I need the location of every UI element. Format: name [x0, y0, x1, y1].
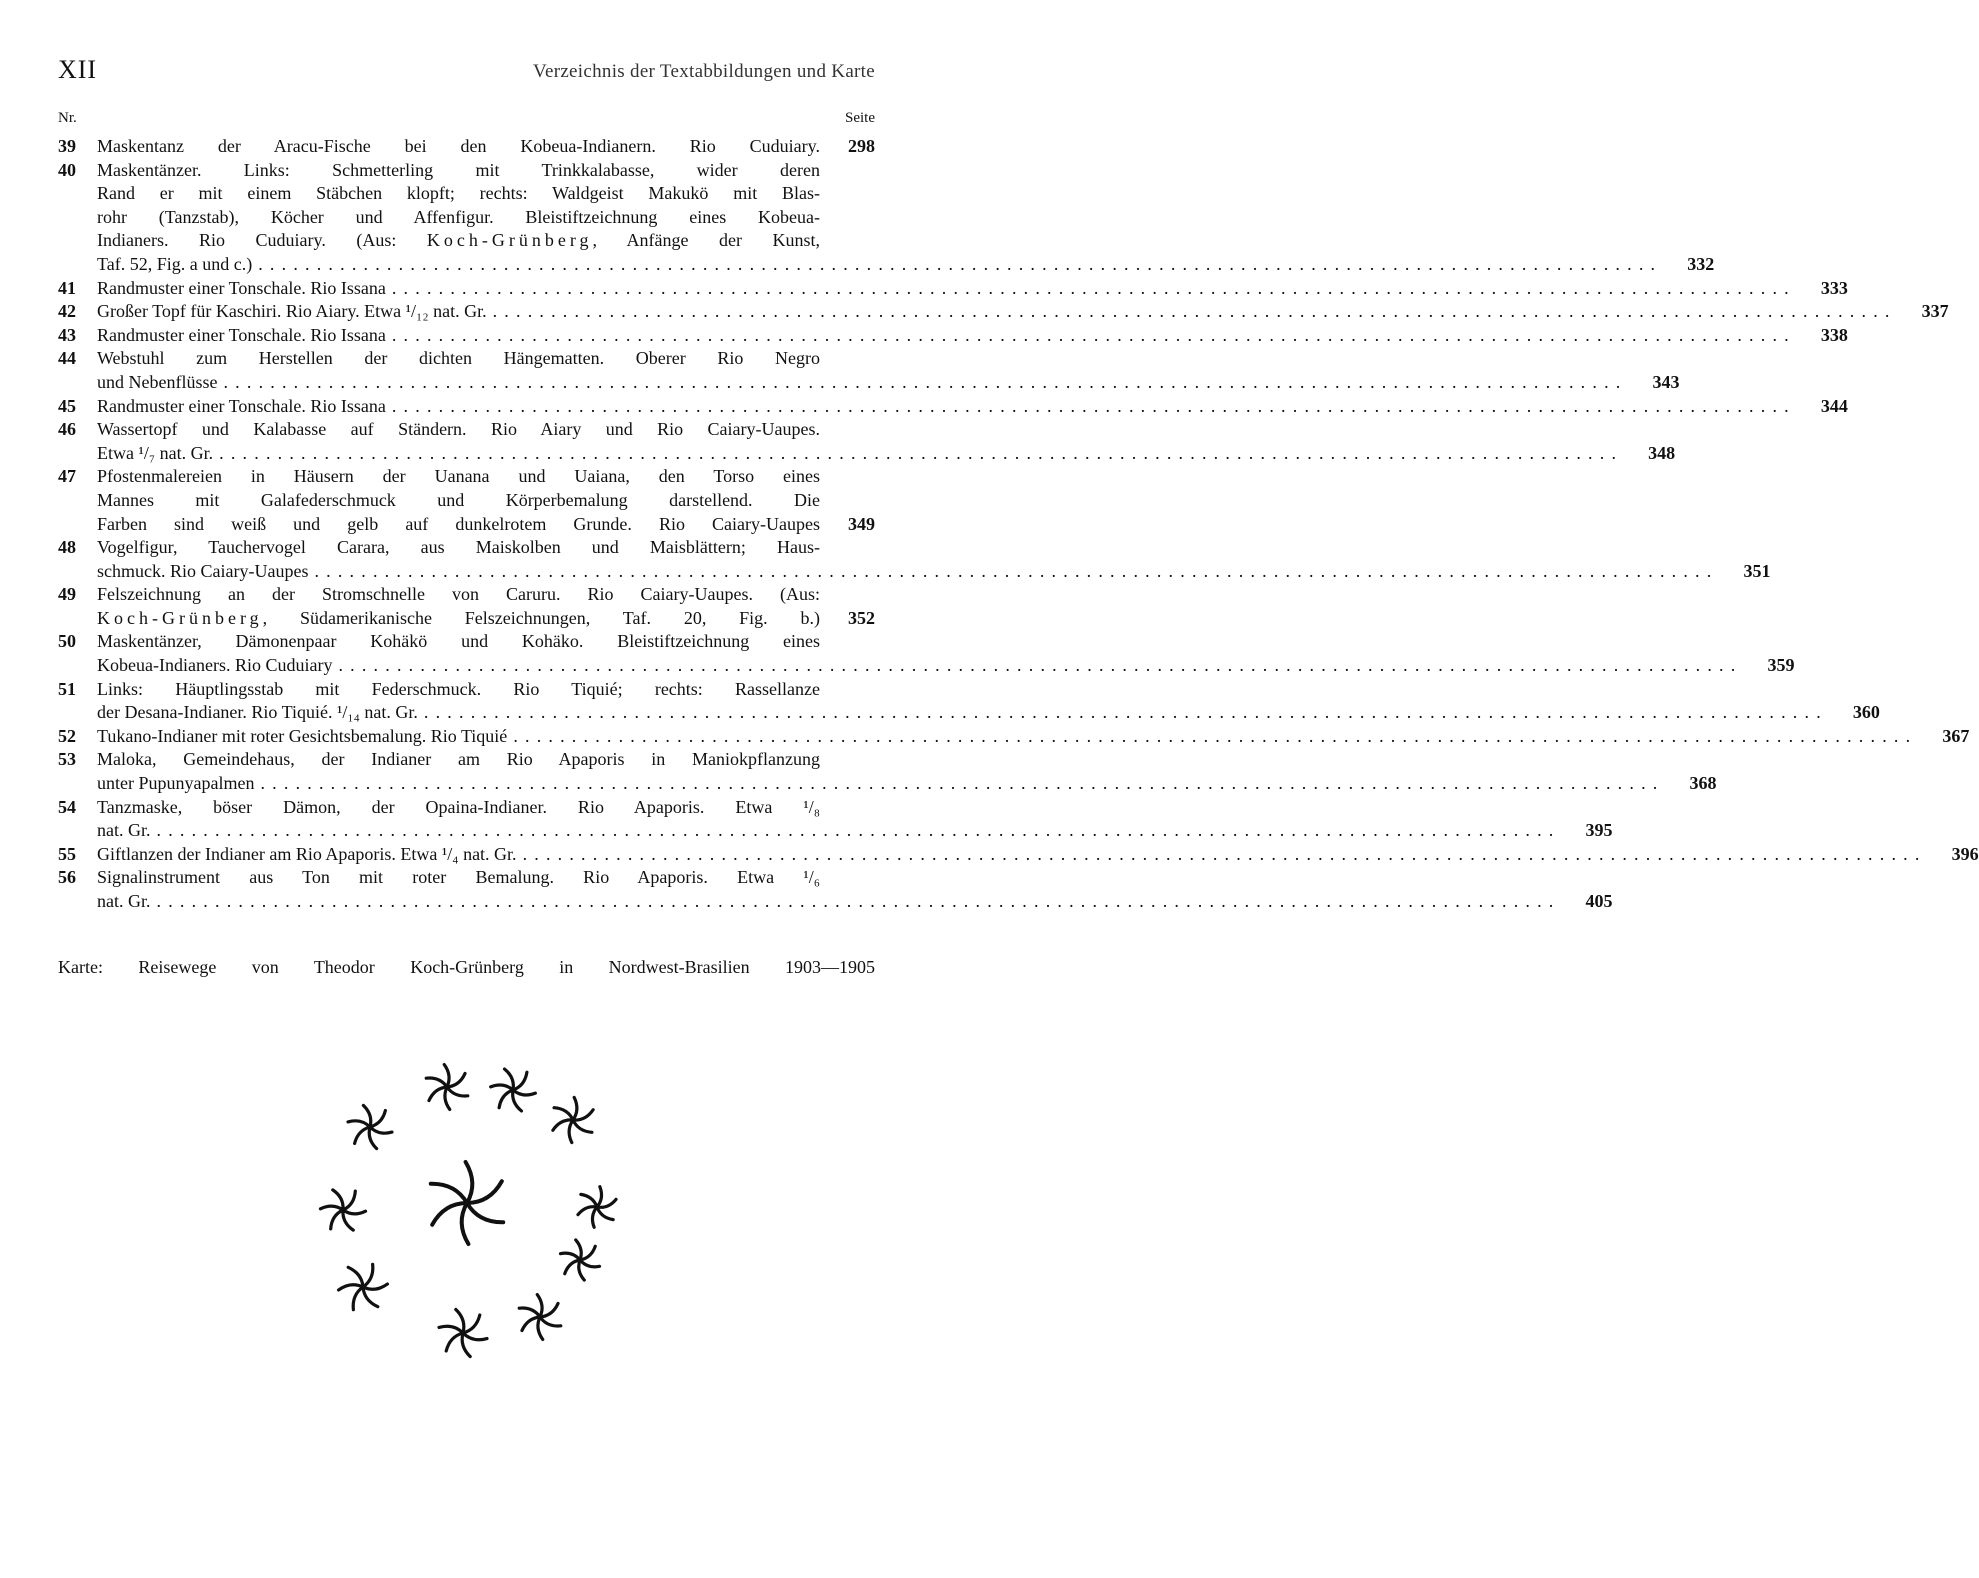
page-number: 343 [1652, 371, 1680, 392]
entry-text: Randmuster einer Tonschale. Rio Issana [97, 277, 386, 298]
swirl-icon [422, 1062, 473, 1112]
entry-text-part: , Südamerikanische Felszeichnungen, Taf. 20, Fig. b.) [262, 607, 820, 628]
dot-leader: ........................................................................................................................ [492, 301, 1897, 322]
entry-text: Maloka, Gemeindehaus, der Indianer am Rio Apaporis in Maniokpflanzung [97, 749, 820, 770]
entry-text: Tanzmaske, böser Dämon, der Opaina-Indianer. Rio Apaporis. Etwa ¹/₈ [97, 796, 820, 817]
page-number: 395 [1585, 820, 1613, 841]
swirl-icon [545, 1092, 601, 1148]
entry-text: Farben sind weiß und gelb auf dunkelrotem Grunde. Rio Caiary-Uaupes [97, 513, 820, 534]
page-number: 344 [1820, 395, 1848, 416]
figure-number: 45 [58, 395, 76, 416]
entry-text: schmuck. Rio Caiary-Uaupes [97, 560, 309, 581]
swirl-icon [439, 1309, 487, 1356]
figure-number: 47 [58, 466, 76, 487]
entry-text-part: Indianers. Rio Cuduiary. (Aus: [97, 230, 427, 251]
author-name: Koch-Grünberg [426, 230, 593, 251]
entry-text: rohr (Tanzstab), Köcher und Affenfigur. Bleistiftzeichnung eines Kobeua- [97, 206, 820, 227]
page-folio: XII [58, 55, 98, 84]
page-number: 338 [1820, 324, 1848, 345]
entry-text: Großer Topf für Kaschiri. Rio Aiary. Etwa ¹/₁₂ nat. Gr. [97, 301, 487, 322]
entry-text: Maskentänzer. Links: Schmetterling mit Trinkkalabasse, wider deren [97, 159, 820, 180]
entry-text: Maskentänzer, Dämonenpaar Kohäkö und Kohäko. Bleistiftzeichnung eines [97, 631, 820, 652]
figure-number: 43 [58, 324, 76, 345]
page-number: 348 [1648, 442, 1676, 463]
dot-leader: ........................................................................................................................ [219, 442, 1624, 463]
figure-number: 53 [58, 749, 76, 770]
swirl-icon [515, 1292, 566, 1342]
entry-text: Vogelfigur, Tauchervogel Carara, aus Maiskolben und Maisblättern; Haus- [97, 537, 820, 558]
map-note: Karte: Reisewege von Theodor Koch-Grünberg in Nordwest-Brasilien 1903—1905 [58, 957, 875, 977]
dot-leader: ........................................................................................................................ [156, 891, 1561, 911]
page-number: 332 [1687, 253, 1715, 274]
author-name: Koch-Grünberg [97, 607, 263, 628]
figure-number: 55 [58, 843, 76, 864]
figure-number: 41 [58, 277, 76, 298]
figure-number: 39 [58, 136, 76, 156]
entry-text: Taf. 52, Fig. a und c.) [97, 253, 253, 274]
running-title: Verzeichnis der Textabbildungen und Karte [533, 61, 875, 82]
page-number: 360 [1852, 702, 1880, 723]
entry-text: unter Pupunyapalmen [97, 773, 255, 794]
figure-number: 51 [58, 678, 76, 699]
dot-leader: ........................................................................................................................ [423, 702, 1828, 723]
page-number: 396 [1951, 843, 1979, 864]
figure-number: 48 [58, 537, 76, 558]
entry-text: Tukano-Indianer mit roter Gesichtsbemalung. Rio Tiquié [97, 725, 508, 746]
entry-text: Randmuster einer Tonschale. Rio Issana [97, 324, 386, 345]
swirl-icon [348, 1105, 392, 1148]
entry-text: Randmuster einer Tonschale. Rio Issana [97, 395, 386, 416]
page-number: 333 [1820, 277, 1848, 298]
figure-number: 50 [58, 631, 76, 652]
dot-leader: ........................................................................................................................ [260, 773, 1665, 794]
entry-text: Links: Häuptlingsstab mit Federschmuck. Rio Tiquié; rechts: Rassellanze [97, 678, 820, 699]
dot-leader: ........................................................................................................................ [338, 655, 1743, 676]
entry-text: Kobeua-Indianers. Rio Cuduiary [97, 655, 333, 676]
page-number: 359 [1767, 655, 1795, 676]
figure-number: 42 [58, 301, 76, 322]
dot-leader: ........................................................................................................................ [522, 843, 1927, 864]
figure-number: 44 [58, 348, 76, 369]
entry-text: und Nebenflüsse [97, 371, 218, 392]
page-column-header: Seite [845, 110, 875, 126]
number-column-header: Nr. [58, 110, 77, 126]
dot-leader: ........................................................................................................................ [156, 820, 1561, 841]
swirl-icon [489, 1067, 537, 1114]
swirl-icon [318, 1185, 369, 1235]
page-number: 351 [1743, 560, 1771, 581]
dot-leader: ........................................................................................................................ [223, 371, 1628, 392]
swirl-ornament [0, 0, 930, 1578]
page-number: 368 [1689, 773, 1717, 794]
entry-text: Giftlanzen der Indianer am Rio Apaporis. Etwa ¹/₄ nat. Gr. [97, 843, 517, 864]
entry-text: Maskentanz der Aracu-Fische bei den Kobeua-Indianern. Rio Cuduiary. [97, 136, 820, 156]
entry-text: Rand er mit einem Stäbchen klopft; rechts: Waldgeist Makukö mit Blas- [97, 183, 820, 204]
entry-text: Mannes mit Galafederschmuck und Körperbemalung darstellend. Die [97, 489, 820, 510]
page-number: 349 [848, 513, 875, 534]
swirl-icon [332, 1257, 393, 1318]
figure-number: 49 [58, 584, 76, 605]
entry-text: Webstuhl zum Herstellen der dichten Hängematten. Oberer Rio Negro [97, 348, 820, 369]
dot-leader: ........................................................................................................................ [314, 560, 1719, 581]
entry-text: Wassertopf und Kalabasse auf Ständern. Rio Aiary und Rio Caiary-Uaupes. [97, 419, 820, 440]
swirl-icon [558, 1239, 601, 1282]
entry-text: der Desana-Indianer. Rio Tiquié. ¹/₁₄ nat. Gr. [97, 702, 418, 723]
dot-leader: ........................................................................................................................ [391, 395, 1796, 416]
page-number: 367 [1942, 725, 1970, 746]
figure-number: 52 [58, 725, 76, 746]
page-number: 352 [848, 607, 875, 628]
page-number: 298 [848, 136, 875, 156]
entry-text: Etwa ¹/₇ nat. Gr. [97, 442, 214, 463]
figure-number: 46 [58, 419, 76, 440]
dot-leader: ........................................................................................................................ [258, 253, 1663, 274]
figure-number: 40 [58, 159, 76, 180]
entry-text: Felszeichnung an der Stromschnelle von Caruru. Rio Caiary-Uaupes. (Aus: [97, 584, 820, 605]
dot-leader: ........................................................................................................................ [391, 277, 1796, 298]
dot-leader: ........................................................................................................................ [391, 324, 1796, 345]
entry-text: nat. Gr. [97, 820, 151, 841]
swirl-icon [571, 1181, 624, 1233]
entry-text: Signalinstrument aus Ton mit roter Bemalung. Rio Apaporis. Etwa ¹/₆ [97, 867, 820, 888]
entry-text-part: , Anfänge der Kunst, [592, 230, 821, 251]
entry-text: nat. Gr. [97, 891, 151, 911]
figure-number: 56 [58, 867, 76, 888]
figure-number: 54 [58, 796, 76, 817]
entry-text: Pfostenmalereien in Häusern der Uanana und Uaiana, den Torso eines [97, 466, 820, 487]
dot-leader: ........................................................................................................................ [513, 725, 1918, 746]
page-number: 337 [1921, 301, 1949, 322]
swirl-icon [418, 1155, 516, 1252]
page-number: 405 [1585, 891, 1613, 911]
